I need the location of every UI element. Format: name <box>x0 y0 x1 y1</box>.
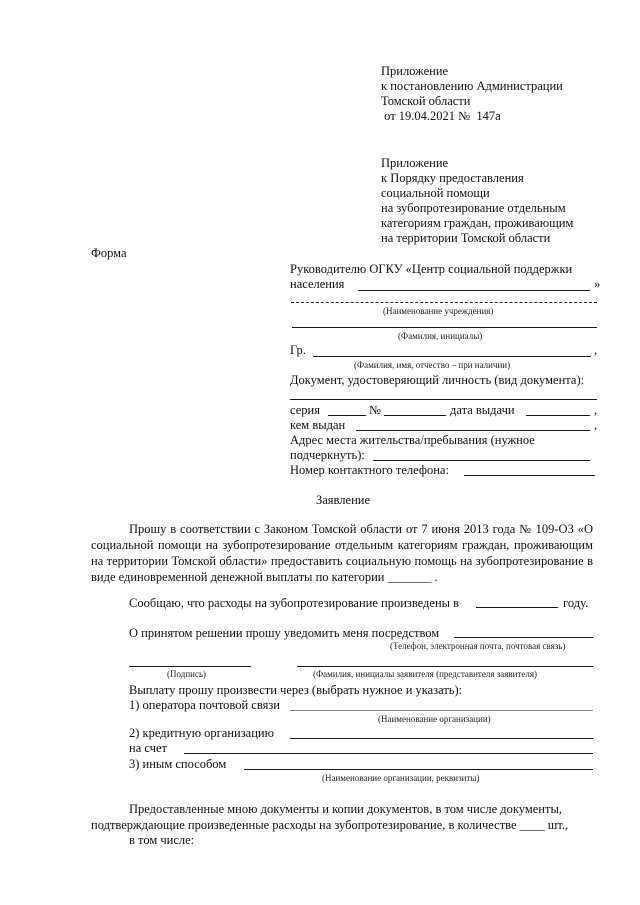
citizen-fullname-field[interactable] <box>313 356 591 357</box>
addressee-line-2: населения <box>290 277 345 291</box>
notify-label: О принятом решении прошу уведомить меня посредством <box>129 626 440 640</box>
number-label: № <box>369 403 381 417</box>
issue-date-field[interactable] <box>526 415 590 416</box>
issue-date-comma: , <box>594 403 598 417</box>
documents-line-3: в том числе: <box>129 833 195 847</box>
documents-line-1: Предоставленные мною документы и копии документов, в том числе документы, <box>129 802 562 816</box>
number-field[interactable] <box>384 415 446 416</box>
payment-label: Выплату прошу произвести через (выбрать нужное и указать): <box>129 683 463 697</box>
citizen-comma: , <box>594 343 598 357</box>
phone-field[interactable] <box>464 475 595 476</box>
approval-line-2: к постановлению Администрации <box>381 79 563 93</box>
other-method-field[interactable] <box>244 769 593 770</box>
appendix-line-6: на территории Томской области <box>381 231 551 245</box>
option-postal: 1) оператора почтовой связи <box>129 698 280 712</box>
appendix-line-5: категориям граждан, проживающим <box>381 216 574 230</box>
caption-signature: (Подпись) <box>167 669 207 679</box>
issued-by-comma: , <box>594 418 598 432</box>
address-label-2: подчеркнуть): <box>290 448 365 462</box>
category-field[interactable]: _______ . <box>387 570 438 584</box>
addressee-line-1: Руководителю ОГКУ «Центр социальной поддержки <box>290 262 573 276</box>
document-title: Заявление <box>316 493 371 507</box>
appendix-line-4: на зубопротезирование отдельным <box>381 201 566 215</box>
documents-line-2: подтверждающие произведенные расходы на зубопротезирование, в количестве ____ шт., <box>91 818 569 832</box>
approval-line-3: Томской области <box>381 94 471 108</box>
caption-institution: (Наименование учреждения) <box>383 306 494 316</box>
option-credit-account: на счет <box>129 741 167 755</box>
document-type-field[interactable] <box>290 399 597 400</box>
caption-contact: (Телефон, электронная почта, почтовая связь) <box>390 641 566 651</box>
caption-org: (Наименование организации) <box>378 714 491 724</box>
postal-operator-field[interactable] <box>290 710 593 711</box>
expenses-suffix: году. <box>563 596 589 610</box>
address-field[interactable] <box>373 460 590 461</box>
institution-field[interactable] <box>358 290 590 291</box>
notify-method-field[interactable] <box>454 637 593 638</box>
caption-org-details: (Наименование организации, реквизиты) <box>322 773 480 783</box>
series-label: серия <box>290 403 320 417</box>
option-credit: 2) кредитную организацию <box>129 726 274 740</box>
option-other: 3) иным способом <box>129 757 227 771</box>
applicant-name-field[interactable] <box>297 666 593 667</box>
request-text: Прошу в соответствии с Законом Томской области от 7 июня 2013 года № 109-ОЗ «О социальной помощи на зубопротезирование отдельным категориям граждан, проживающим на территории Томской области» предоставить социальную помощь на зубопротезирование в виде единовременной денежной выплаты по категории <box>91 522 593 584</box>
citizen-prefix: Гр. <box>290 343 306 357</box>
issued-by-label: кем выдан <box>290 418 346 432</box>
credit-org-field[interactable] <box>290 738 593 739</box>
signature-field[interactable] <box>129 666 251 667</box>
institution-field-2[interactable] <box>291 302 597 303</box>
approval-line-1: Приложение <box>381 64 449 78</box>
approval-line-4: от 19.04.2021 № 147а <box>381 109 501 123</box>
appendix-line-2: к Порядку предоставления <box>381 171 524 185</box>
series-field[interactable] <box>328 415 366 416</box>
issued-by-field[interactable] <box>356 430 590 431</box>
caption-applicant: (Фамилия, инициалы заявителя (представителя заявителя) <box>313 669 538 679</box>
account-field[interactable] <box>184 753 593 754</box>
appendix-line-1: Приложение <box>381 156 449 170</box>
form-label: Форма <box>91 246 127 260</box>
quote-close: » <box>594 277 601 291</box>
caption-fullname: (Фамилия, имя, отчество – при наличии) <box>354 360 511 370</box>
caption-name: (Фамилия, инициалы) <box>398 331 483 341</box>
appendix-line-3: социальной помощи <box>381 186 490 200</box>
request-paragraph <box>91 521 593 585</box>
address-label-1: Адрес места жительства/пребывания (нужное <box>290 433 535 447</box>
phone-label: Номер контактного телефона: <box>290 463 449 477</box>
issue-date-label: дата выдачи <box>450 403 515 417</box>
document-label: Документ, удостоверяющий личность (вид документа): <box>290 373 585 387</box>
expenses-label: Сообщаю, что расходы на зубопротезирование произведены в <box>129 596 460 610</box>
name-initials-field[interactable] <box>292 327 597 328</box>
expenses-year-field[interactable] <box>476 607 558 608</box>
